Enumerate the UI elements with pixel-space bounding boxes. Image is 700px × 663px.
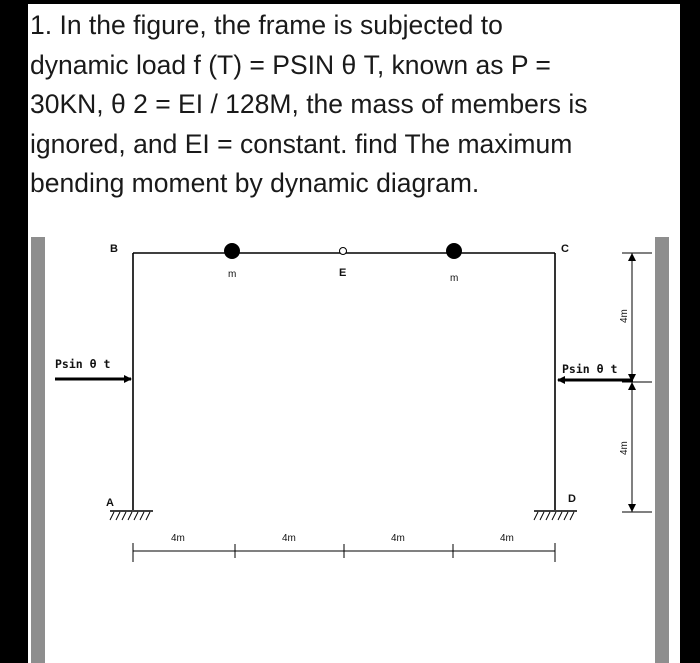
question-line: dynamic load f (T) = PSIN θ T, known as P =: [30, 49, 551, 80]
span-label-2: 4m: [282, 533, 296, 544]
node-label-e: E: [339, 267, 347, 279]
question-line: 30KN, θ 2 = EI / 128M, the mass of members is: [30, 89, 588, 119]
node-label-c: C: [561, 243, 569, 255]
height-dimension-line: [622, 253, 652, 512]
mass-label-right: m: [450, 273, 459, 284]
fixed-support-d: [534, 511, 577, 520]
node-label-a: A: [106, 497, 114, 509]
load-label-left: Psin θ t: [55, 357, 111, 371]
fixed-support-a: [110, 511, 153, 520]
mass-label-left: m: [228, 269, 237, 280]
question-line: ignored, and EI = constant. find The maximum: [30, 128, 573, 159]
load-label-right: Psin θ t: [562, 362, 618, 376]
height-label-lower: 4m: [619, 441, 630, 455]
span-label-3: 4m: [391, 533, 405, 544]
height-label-upper: 4m: [619, 309, 630, 323]
question-line: 1. In the figure, the frame is subjected to: [30, 10, 503, 40]
span-label-4: 4m: [500, 533, 514, 544]
node-label-b: B: [110, 243, 118, 255]
mass-right: [446, 243, 462, 259]
span-dimension-line: [133, 543, 555, 562]
node-label-d: D: [568, 493, 576, 505]
span-label-1: 4m: [171, 533, 185, 544]
question-line: bending moment by dynamic diagram.: [30, 168, 480, 198]
mass-left: [224, 243, 240, 259]
hinge-e: [340, 248, 347, 255]
